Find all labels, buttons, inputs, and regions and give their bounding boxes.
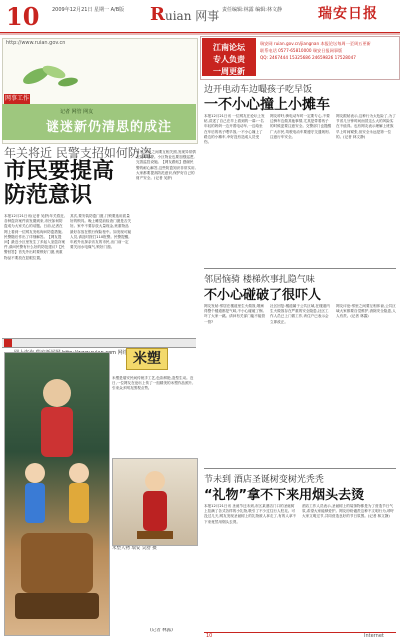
section-name: uian 网事 <box>164 9 220 23</box>
left-article-kicker: 年关将近 民警支招如何防盗 <box>4 146 152 160</box>
slogan-band <box>2 104 196 140</box>
sculpture-figures-icon <box>5 353 109 635</box>
feature-title-badge: 米塑 <box>126 348 168 370</box>
forum-label-2: 专人负责 <box>213 55 245 64</box>
forum-label-1: 江南论坛 <box>213 43 245 52</box>
forum-info-1: 瑞安网 ruian.gov.cn/jiangnan 本报论坛每周一至周五更新 <box>260 41 371 46</box>
article2-kicker: 邻居恼骑 楼梯炊事扎隐气味 <box>204 275 315 285</box>
date-text: 2009年12月21日 星期一 <box>52 7 110 13</box>
headline-line-2: 防范意识 <box>4 183 93 208</box>
section-title <box>150 4 219 25</box>
article1-kicker: 边开电动车边嘬孩子吃早饭 <box>204 85 313 95</box>
article3-kicker: 节未到 酒店圣诞树变树光秃秃 <box>204 475 324 485</box>
article1-headline: 一不小心撞上小摊车 <box>204 97 330 113</box>
rice-sculpture-photo <box>4 352 110 636</box>
left-article-col-2: 其次,要安装防盗门窗,门锁要选用质量好的锁具。晚上睡觉前检查门窗是否关好。家中不要存放大量现金,贵重物品最好存放在银行保险柜中。如发现可疑人员,请及时拨打110报警。民警提醒,年底外出探亲访友的市民,出门前一定要关闭水电煤气,锁好门窗。 <box>70 214 132 250</box>
page-number: 10 <box>6 2 40 31</box>
info-bar <box>2 338 196 348</box>
article2-col-2: 社区回复:楼道属于公共区域,在楼道内生火做饭存在严重的安全隐患,社区工作人员已上门做工作,该住户已表示会立即改正。 <box>270 304 330 324</box>
article2-headline: 不小心碰破了很吓人 <box>204 288 322 303</box>
banner-url[interactable]: http://www.ruian.gov.cn <box>6 40 66 46</box>
article3-col-2: 酒店工作人员表示,圣诞树上的装饰物都是为了营造节日气氛,希望大家能够爱护。网友纷纷谴责这种不文明行为,呼吁大家文明过节,共同营造良好的节日氛围。(记者 林文静) <box>302 504 395 519</box>
article3-col-1: 本报12月21日讯 圣诞节还未到,市区某酒店门口的圣诞树上挂满了各式各样的小礼物,吸引了不少过往行人驻足。可没过几天,网友发现圣诞树上的礼物被人拿走了,有的人拿不下来竟然用烟头去烫。 <box>204 504 297 524</box>
left-article-col-3: 另外,邻里之间要互相关照,发现异常情况及时报警。小区物业也要加强巡逻,完善监控设施。【网友跟帖】感谢民警的耐心解答,这些防盗知识非常实用,大家都要提高防范意识,保护好自己的财产安全。(记者 吴舒) <box>136 150 196 181</box>
article-divider-2 <box>204 468 396 469</box>
footer-site: Internet <box>364 633 384 639</box>
article-divider <box>204 268 396 269</box>
article3-headline: “礼物”拿不下来用烟头去烫 <box>204 488 365 503</box>
feature-photo-2 <box>112 458 198 546</box>
forum-label-3: 一周更新 <box>213 67 245 76</box>
header-divider <box>0 33 400 35</box>
left-article-col-1: 本报12月21日讯(记者 吴舒)年关将近,各种盗窃案件高发期到来,市民如何防盗成为大家关心的话题。日前,记者在网上看到一位网友发帖询问防盗措施,民警随后作出了详细解答。【网友提问】最近小区里发生了多起入室盗窃案件,请问民警有什么好的防范建议?【民警回答】首先外出时要锁好门窗,贵重物品不要放在显眼位置。 <box>4 214 66 260</box>
date-line <box>52 6 124 13</box>
forum-info-3: QQ: 2467444 15325686 24659826 17528047 <box>260 55 356 60</box>
article1-col-3: 网友跟帖表示,这种行为太危险了,为了节省几分钟时间而冒这么大的风险实在不值得。也有网友表示理解上班族早上时间紧张,但安全永远是第一位的。(记者 林文静) <box>336 114 396 139</box>
footer-page: 10 <box>206 633 213 639</box>
info-bar-icon <box>4 339 12 347</box>
edition-text: A/B版 <box>110 7 125 13</box>
figure-icon <box>113 459 197 545</box>
paper-name: 瑞安日报 <box>318 6 378 22</box>
article1-col-2: 网友呼吁,骑电动车时一定要专心,不要边骑车边做其他事情,尤其是带着孩子的时候更要注意安全。交警部门也提醒广大市民,驾驶电动车要遵守交通规则,注意行车安全。 <box>270 114 332 139</box>
slogan-sub-label: 记者 网管 网友 <box>60 109 94 115</box>
feature-credit: (记者 林露) <box>150 628 173 633</box>
forum-label <box>202 38 256 76</box>
forum-info <box>260 40 396 61</box>
banner-tag: 网事工作 <box>4 95 29 102</box>
leaf-decoration-icon <box>16 56 86 96</box>
article2-col-1: 网友发帖:邻居在楼道里生火做饭,烟熏得整个楼道都是气味,不小心碰破了锅,吓了大家一跳。请问有关部门能不能管一管? <box>204 304 266 324</box>
feature-caption: 米塑人物 瑞安 吴舒 摄 <box>112 546 157 551</box>
article1-col-1: 本报12月21日讯 一位网友在论坛上发帖,讲述了自己在早上看到的一幕:一名年轻的妈妈一边开着电动车,一边给坐在车后的孩子喂早饭,一不小心撞上了路边的小摊车,幸好没有造成人员受伤。 <box>204 114 265 145</box>
headline-line-1: 市民要提高 <box>4 159 115 184</box>
section-prefix: R <box>150 4 165 25</box>
editors-credit: 责任编辑:林露 编辑:林文静 <box>222 7 282 13</box>
feature-body: 米塑是瑞安民间传统手工艺,色彩鲜艳,造型生动。近日,一位网友在论坛上传了一组精美的米塑作品照片,引来众多网友围观点赞。 <box>112 376 194 391</box>
slogan-text: 谜迷新仍清思的成注 <box>46 120 173 135</box>
left-article-headline <box>4 160 114 208</box>
article2-col-3: 网友评论:邻里之间要互相体谅,公共区域大家都要自觉维护,消除安全隐患,人人有责。(记者 林露) <box>336 304 396 319</box>
forum-info-2: 联系电话 0577-65810000 瑞安日报网事版 <box>260 48 343 53</box>
